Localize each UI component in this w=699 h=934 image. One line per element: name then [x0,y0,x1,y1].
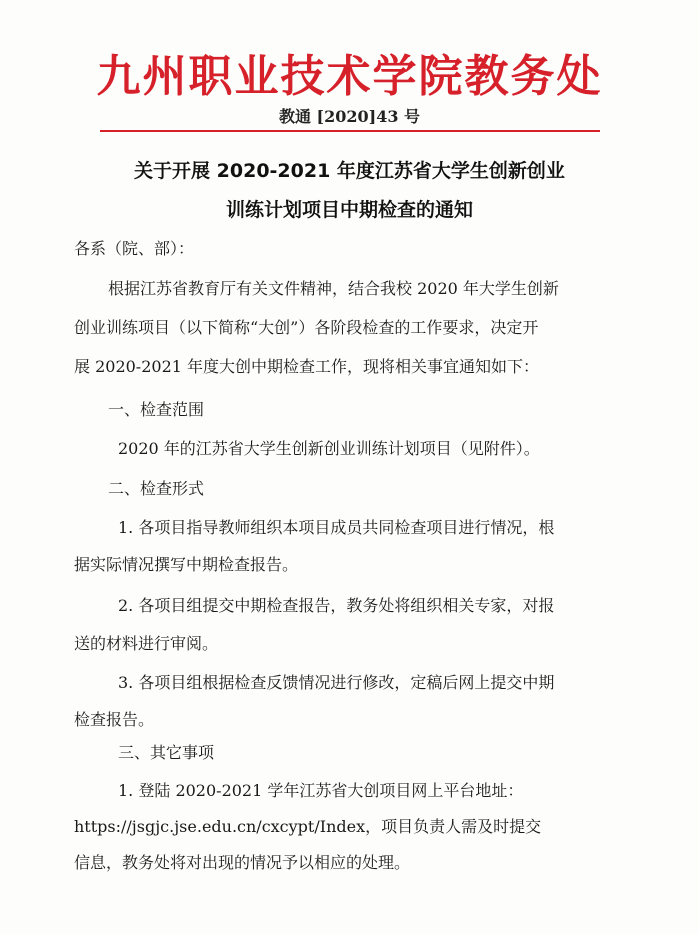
section-heading-format: 二、检查形式 [108,479,205,498]
item-2-line-1: 2. 各项目组提交中期检查报告，教务处将组织相关专家，对报 [118,596,555,615]
item-3-line-2: 检查报告。 [74,710,155,729]
red-divider [100,130,600,132]
document-number: 教通 [2020]43 号 [278,107,421,126]
section-heading-other: 三、其它事项 [118,743,215,762]
item-4-line-1: 1. 登陆 2020-2021 学年江苏省大创项目网上平台地址： [118,781,524,800]
scope-text: 2020 年的江苏省大学生创新创业训练计划项目（见附件）。 [118,439,540,458]
item-2-line-2: 送的材料进行审阅。 [74,634,219,653]
intro-line-2: 创业训练项目（以下简称“大创”）各阶段检查的工作要求，决定开 [74,318,539,337]
item-4-line-2-url: https://jsgjc.jse.edu.cn/cxcypt/Index，项目负责人需及时提交 [74,817,542,836]
issuer-heading: 九州职业技术学院教务处 [96,51,603,102]
item-1-line-1: 1. 各项目指导教师组织本项目成员共同检查项目进行情况，根 [118,518,555,537]
intro-line-3: 展 2020-2021 年度大创中期检查工作，现将相关事宜通知如下： [74,357,540,376]
salutation: 各系（院、部）： [74,239,195,258]
item-4-line-3: 信息，教务处将对出现的情况予以相应的处理。 [74,853,411,872]
intro-line-1: 根据江苏省教育厅有关文件精神，结合我校 2020 年大学生创新 [108,279,559,298]
title-line-2: 训练计划项目中期检查的通知 [225,199,473,221]
title-line-1: 关于开展 2020-2021 年度江苏省大学生创新创业 [134,160,565,182]
item-3-line-1: 3. 各项目组根据检查反馈情况进行修改，定稿后网上提交中期 [118,673,555,692]
section-heading-scope: 一、检查范围 [108,400,205,419]
item-1-line-2: 据实际情况撰写中期检查报告。 [74,555,299,574]
